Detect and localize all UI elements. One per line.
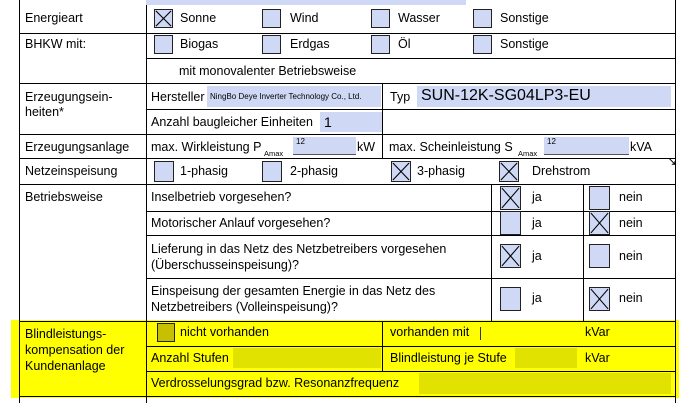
wirk-unit: kW (357, 140, 376, 154)
blindleistung-je-stufe-label: Blindleistung je Stufe (390, 351, 507, 365)
anzahl-stufen-label: Anzahl Stufen (151, 351, 229, 365)
question-einspeisung-line2: Netzbetreibers (Volleinspeisung)? (151, 300, 338, 314)
bhkw-biogas-checkbox[interactable] (154, 35, 173, 54)
netz-1phasig-checkbox[interactable] (154, 161, 174, 182)
q4-nein-checkbox[interactable] (589, 287, 610, 311)
q4-nein-label: nein (619, 291, 643, 305)
q2-ja-label: ja (532, 216, 542, 230)
blindleistung-label-1: Blindleistungs- (25, 327, 107, 341)
netz-2phasig-label: 2-phasig (290, 164, 338, 178)
erzeugungsanlage-label: Erzeugungsanlage (25, 140, 130, 154)
vorhanden-mit-label: vorhanden mit (390, 325, 470, 339)
q2-ja-checkbox[interactable] (500, 211, 521, 235)
energieart-sonstige-label: Sonstige (500, 11, 549, 25)
betriebsweise-label: Betriebsweise (25, 190, 103, 204)
question-motorischer-anlauf: Motorischer Anlauf vorgesehen? (151, 216, 331, 230)
schein-label: max. Scheinleistung S (389, 140, 513, 154)
bhkw-mono-text: mit monovalenter Betriebsweise (179, 64, 357, 78)
netz-3phasig-label: 3-phasig (417, 164, 465, 178)
typ-label: Typ (390, 90, 411, 104)
blindleistung-label-2: kompensation der (25, 343, 125, 357)
energieart-sonne-checkbox[interactable] (154, 9, 173, 28)
typ-field[interactable] (417, 86, 671, 107)
netzeinspeisung-label: Netzeinspeisung (25, 164, 118, 178)
hersteller-field[interactable] (207, 86, 381, 107)
hersteller-value: NingBo Deye Inverter Technology Co., Ltd. (210, 92, 362, 101)
q1-ja-label: ja (532, 190, 542, 204)
wirk-label: max. Wirkleistung P (151, 140, 262, 154)
bhkw-label: BHKW mit: (25, 37, 87, 51)
q3-ja-checkbox[interactable] (500, 244, 521, 268)
anzahl-field[interactable] (320, 112, 382, 132)
netz-1phasig-label: 1-phasig (180, 164, 228, 178)
energieart-label: Energieart (25, 11, 83, 25)
question-inselbetrieb: Inselbetrieb vorgesehen? (151, 190, 292, 204)
q3-nein-checkbox[interactable] (589, 244, 610, 268)
erzeugungseinheiten-label-1: Erzeugungsein- (25, 90, 113, 104)
question-einspeisung-line1: Einspeisung der gesamten Energie in das Netz des (151, 284, 436, 298)
blindleistung-je-stufe-field[interactable] (515, 348, 577, 368)
wirk-field[interactable] (293, 137, 356, 155)
q2-nein-checkbox[interactable] (589, 211, 610, 235)
anzahl-label: Anzahl baugleicher Einheiten (151, 115, 313, 129)
question-lieferung-line1: Lieferung in das Netz des Netzbetreibers vorgesehen (151, 242, 447, 256)
q2-nein-label: nein (619, 216, 643, 230)
erzeugungseinheiten-label-2: heiten* (25, 105, 64, 119)
anzahl-stufen-field[interactable] (233, 348, 381, 368)
schein-unit: kVA (630, 140, 652, 154)
nicht-vorhanden-checkbox[interactable] (157, 323, 175, 342)
q4-ja-checkbox[interactable] (500, 287, 521, 311)
netz-drehstrom-checkbox[interactable] (499, 161, 519, 182)
energieart-wasser-label: Wasser (398, 11, 440, 25)
bhkw-erdgas-checkbox[interactable] (262, 35, 281, 54)
verdrosselung-label: Verdrosselungsgrad bzw. Resonanzfrequenz (151, 376, 400, 390)
typ-value: SUN-12K-SG04LP3-EU (421, 87, 591, 104)
question-lieferung-line2: (Überschusseinspeisung)? (151, 258, 299, 272)
schein-sub: Amax (518, 149, 538, 158)
verdrosselung-field[interactable] (419, 373, 671, 394)
netz-2phasig-checkbox[interactable] (262, 161, 282, 182)
schein-field[interactable] (544, 137, 629, 155)
q3-ja-label: ja (532, 249, 542, 263)
netz-3phasig-checkbox[interactable] (391, 161, 411, 182)
wirk-sub: Amax (264, 149, 284, 158)
energieart-sonne-label: Sonne (180, 11, 217, 25)
mouse-cursor-icon: ↘ (667, 154, 678, 168)
kvar-unit-2: kVar (585, 351, 610, 365)
netz-drehstrom-label: Drehstrom (532, 164, 591, 178)
q3-nein-label: nein (619, 249, 643, 263)
bhkw-oel-checkbox[interactable] (371, 35, 390, 54)
blindleistung-label-3: Kundenanlage (25, 359, 106, 373)
kvar-unit-1: kVar (585, 325, 610, 339)
energieart-wind-label: Wind (290, 11, 319, 25)
bhkw-oel-label: Öl (398, 37, 411, 51)
q1-ja-checkbox[interactable] (500, 186, 521, 210)
bhkw-biogas-label: Biogas (180, 37, 219, 51)
bhkw-sonstige-label: Sonstige (500, 37, 549, 51)
nicht-vorhanden-label: nicht vorhanden (180, 325, 269, 339)
schein-value: 12 (547, 137, 556, 146)
hersteller-label: Hersteller (151, 90, 205, 104)
q1-nein-label: nein (619, 190, 643, 204)
bhkw-sonstige-checkbox[interactable] (473, 35, 492, 54)
energieart-wind-checkbox[interactable] (262, 9, 281, 28)
wirk-value: 12 (296, 137, 305, 146)
q4-ja-label: ja (532, 291, 542, 305)
vorhanden-mit-field[interactable] (479, 324, 579, 342)
anzahl-value: 1 (324, 114, 332, 130)
bhkw-erdgas-label: Erdgas (290, 37, 330, 51)
energieart-wasser-checkbox[interactable] (371, 9, 390, 28)
energieart-sonstige-checkbox[interactable] (473, 9, 492, 28)
q1-nein-checkbox[interactable] (589, 186, 610, 210)
